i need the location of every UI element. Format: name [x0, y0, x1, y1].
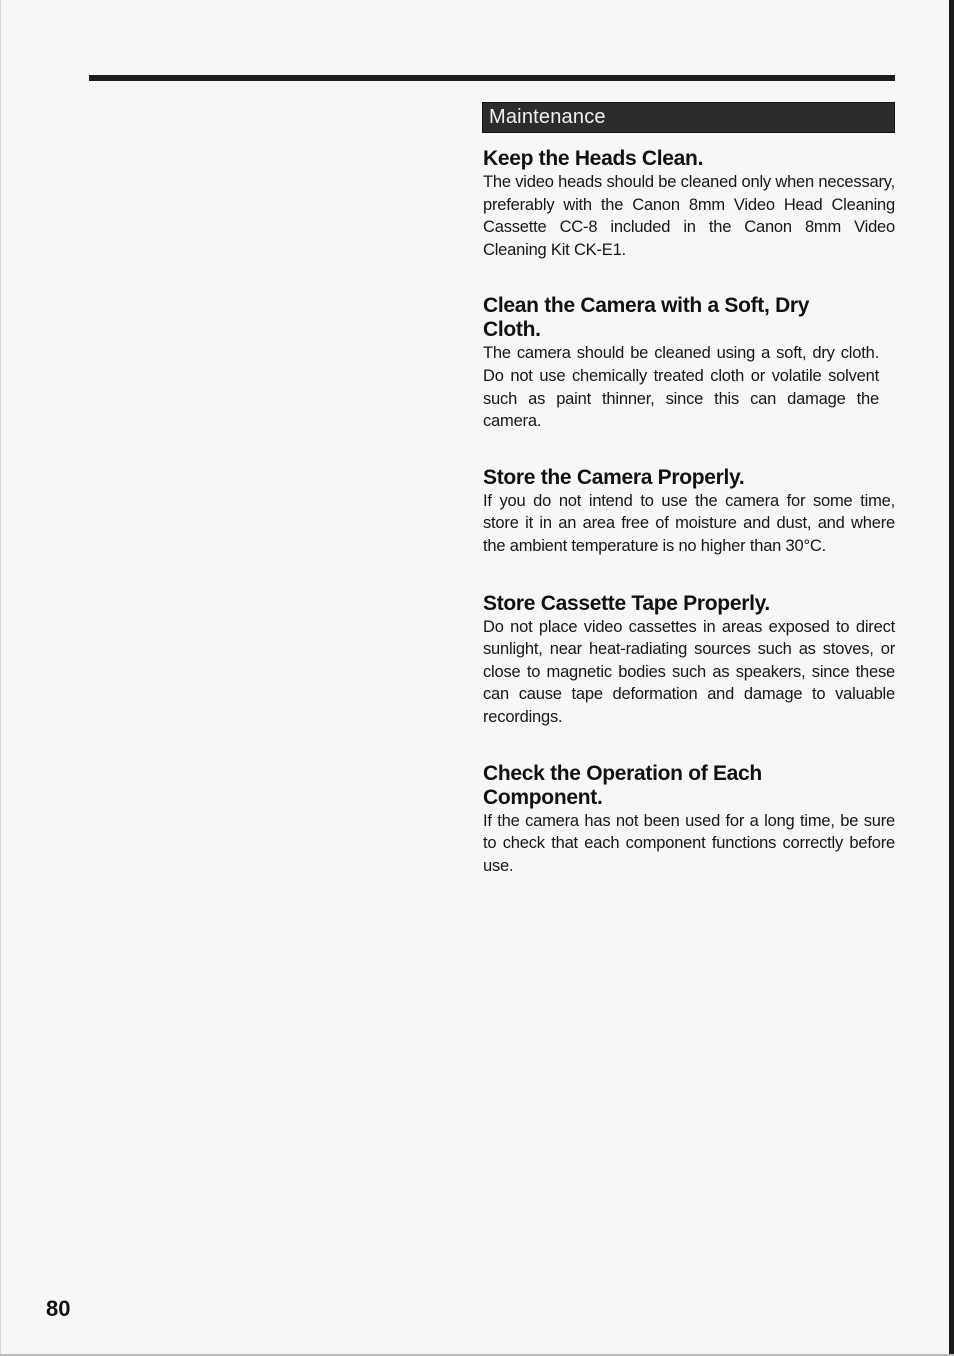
- topic-keep-heads-clean: [483, 147, 895, 261]
- page-edge-left: [0, 0, 1, 1356]
- topic-body: If you do not intend to use the camera for some time, store it in an area free of moisture and dust, and where the ambient temperature is no higher than 30°C.: [483, 491, 895, 555]
- topic-check-operation: [483, 762, 895, 878]
- topic-heading: Store Cassette Tape Properly.: [483, 591, 770, 615]
- topic-heading: Check the Operation of Each Component.: [483, 761, 762, 809]
- topic-heading: Store the Camera Properly.: [483, 465, 745, 489]
- page-edge-right: [949, 0, 954, 1356]
- topic-heading: Keep the Heads Clean.: [483, 147, 704, 170]
- section-banner: [482, 102, 895, 133]
- topic-heading: Clean the Camera with a Soft, Dry Cloth.: [483, 294, 810, 342]
- page-number: 80: [46, 1296, 71, 1321]
- top-rule: [89, 75, 895, 81]
- section-title: Maintenance: [489, 106, 606, 128]
- topic-store-camera: [483, 466, 895, 558]
- topic-body: The camera should be cleaned using a soft, dry cloth. Do not use chemically treated cloth or volatile solvent such as paint thinner, since this can damage the camera.: [483, 344, 879, 431]
- topic-store-cassette-tape: [483, 592, 895, 729]
- topic-body: The video heads should be cleaned only when necessary, preferably with the Canon 8mm Video Head Cleaning Cassette CC-8 included in the Canon 8mm Video Cleaning Kit CK-E1.: [483, 173, 895, 259]
- topic-body: If the camera has not been used for a long time, be sure to check that each component functions correctly before use.: [483, 811, 895, 875]
- topic-body: Do not place video cassettes in areas exposed to direct sunlight, near heat-radiating sources such as stoves, or close to magnetic bodies such as speakers, since these can cause tape deformation and damage to valuable recordings.: [483, 617, 895, 726]
- topic-clean-camera: [483, 294, 895, 432]
- maintenance-content: [483, 147, 895, 877]
